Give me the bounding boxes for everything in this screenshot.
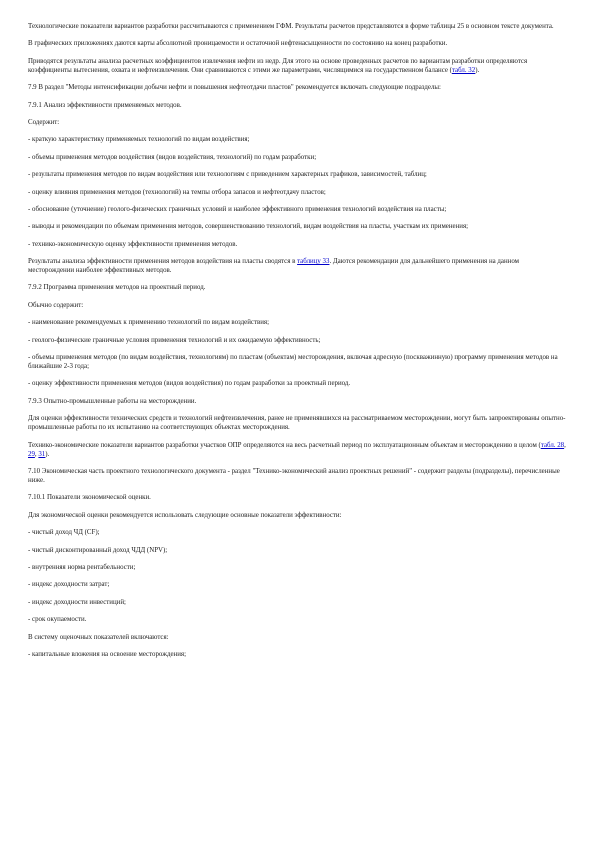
paragraph [28,493,566,502]
paragraph-text: ). [475,66,480,74]
paragraph [28,257,566,275]
paragraph [28,336,566,345]
paragraph-text: Обычно содержит: [28,301,84,309]
document-page [28,22,566,667]
paragraph-text: - чистый доход ЧД (CF); [28,529,100,537]
paragraph [28,283,566,292]
paragraph [28,598,566,607]
paragraph [28,153,566,162]
paragraph [28,379,566,388]
paragraph [28,318,566,327]
paragraph [28,414,566,432]
paragraph-text: 7.10.1 Показатели экономической оценки. [28,494,151,502]
paragraph-text: - наименование рекомендуемых к применению технологий по видам воздействия; [28,319,269,327]
paragraph-text: - выводы и рекомендации по объемам применения методов, совершенствованию технологий, видам воздействия на пласты, участкам их применения; [28,223,469,231]
paragraph-text: - обоснование (уточнение) геолого-физических граничных условий и наиболее эффективного применения технологий воздействия на пласты; [28,205,447,213]
paragraph [28,633,566,642]
paragraph-text: 7.9.3 Опытно-промышленные работы на месторождении. [28,397,197,405]
table-reference-link[interactable]: таблицу 33 [297,258,330,266]
paragraph [28,170,566,179]
paragraph [28,301,566,310]
paragraph-text: - индекс доходности затрат; [28,581,110,589]
paragraph [28,22,566,31]
paragraph-text: ). [45,450,50,458]
paragraph-text: Для оценки эффективности технических средств и технологий нефтеизвлечения, ранее не применявшихся на рассматриваемом месторождении, могут быть запроектированы опытно-промышленные работы по их испытанию на соответствующих объектах месторождения. [28,415,566,432]
paragraph-text: 7.10 Экономическая часть проектного технологического документа - раздел "Технико-экономический анализ проектных решений" - содержит разделы (подразделы), перечисленные ниже. [28,467,560,484]
paragraph-text: - индекс доходности инвестиций; [28,598,126,606]
paragraph-text: В графических приложениях даются карты абсолютной проницаемости и остаточной нефтенасыщенности по состоянию на конец разработки. [28,40,448,48]
paragraph-text: - капитальные вложения на освоение месторождения; [28,650,186,658]
paragraph-text: Для экономической оценки рекомендуется использовать следующие основные показатели эффективности: [28,511,342,519]
paragraph-text: Приводятся результаты анализа расчетных коэффициентов извлечения нефти из недр. Для этого на основе проведенных расчетов по вариантам разработки определяются коэффициенты вытеснения, охвата и нефтеизвлечения. Они сравниваются с этими же параметрами, числящимися на государственном балансе ( [28,57,528,74]
paragraph [28,511,566,520]
paragraph [28,528,566,537]
paragraph [28,205,566,214]
paragraph-text: Содержит: [28,118,60,126]
paragraph-text: Результаты анализа эффективности применения методов воздействия на пласты сводятся в [28,258,298,266]
paragraph [28,467,566,485]
table-reference-link[interactable]: 31 [38,450,46,458]
paragraph [28,39,566,48]
paragraph-text: - чистый дисконтированный доход ЧДД (NPV); [28,546,168,554]
paragraph-text: Технико-экономические показатели вариантов разработки участков ОПР определяются на весь расчетный период по эксплуатационным объектам и месторождению в целом ( [28,441,541,449]
table-reference-link[interactable]: 29 [28,450,35,458]
paragraph-text: 7.9 В раздел "Методы интенсификации добычи нефти и повышения нефтеотдачи пластов" рекомендуется включать следующие подразделы: [28,84,441,92]
paragraph [28,650,566,659]
table-reference-link[interactable]: табл. 32 [451,66,476,74]
paragraph [28,222,566,231]
paragraph-text: , [564,441,566,449]
paragraph-text: - срок окупаемости. [28,616,87,624]
paragraph [28,57,566,75]
paragraph [28,101,566,110]
paragraph-text: - краткую характеристику применяемых технологий по видам воздействия; [28,136,250,144]
paragraph [28,441,566,459]
paragraph-text: - оценку эффективности применения методов (видов воздействия) по годам разработки за проектный период. [28,380,351,388]
paragraph-text: - геолого-физические граничные условия применения технологий и их ожидаемую эффективность; [28,336,321,344]
paragraph-text: - объемы применения методов (по видам воздействия, технологиям) по пластам (объектам) месторождения, включая адресную (поскважинную) программу применения методов на ближайшие 2-3 года; [28,354,558,371]
paragraph-text: . Даются рекомендации для дальнейшего применения на данном месторождении наиболее эффективных методов. [28,258,520,275]
paragraph [28,615,566,624]
paragraph-text: - результаты применения методов по видам воздействия или технологиям с приведением характерных графиков, зависимостей, таблиц; [28,171,427,179]
paragraph-text: 7.9.2 Программа применения методов на проектный период. [28,284,206,292]
paragraph [28,135,566,144]
table-reference-link[interactable]: табл. 28 [540,441,565,449]
paragraph-text: - технико-экономическую оценку эффективности применения методов. [28,240,238,248]
paragraph [28,397,566,406]
paragraph-text: - оценку влияния применения методов (технологий) на темпы отбора запасов и нефтеотдачу пластов; [28,188,326,196]
paragraph [28,188,566,197]
paragraph [28,546,566,555]
paragraph-text: В систему оценочных показателей включаются: [28,633,169,641]
paragraph [28,353,566,371]
paragraph-text: , [34,450,39,458]
paragraph [28,118,566,127]
paragraph [28,580,566,589]
paragraph [28,563,566,572]
paragraph-text: - внутренняя норма рентабельности; [28,563,136,571]
paragraph-text: Технологические показатели вариантов разработки рассчитываются с применением ГФМ. Результаты расчетов представляются в форме таблицы 25 в основном тексте документа. [28,23,554,30]
paragraph [28,83,566,92]
paragraph-text: - объемы применения методов воздействия (видов воздействия, технологий) по годам разработки; [28,153,317,161]
paragraph-text: 7.9.1 Анализ эффективности применяемых методов. [28,101,182,109]
paragraph [28,240,566,249]
